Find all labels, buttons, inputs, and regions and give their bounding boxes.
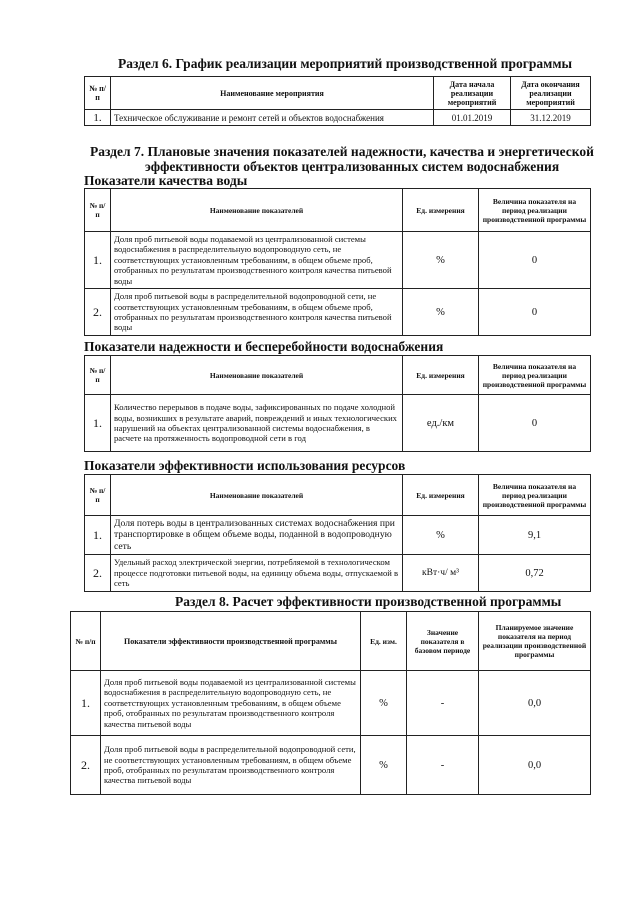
row-plan: 0,0 xyxy=(479,671,591,736)
reliability-header-row xyxy=(85,356,591,395)
header-num: № п/п xyxy=(85,189,111,232)
quality-subtitle: Показатели качества воды xyxy=(84,173,248,188)
section6-table xyxy=(84,76,591,126)
row-end-date: 31.12.2019 xyxy=(511,110,591,126)
section7-title-line2: эффективности объектов централизованных систем водоснабжения xyxy=(145,159,560,174)
header-value: Величина показателя на период реализации производственной программы xyxy=(479,356,591,395)
row-start-date: 01.01.2019 xyxy=(434,110,511,126)
row-text: Доля проб питьевой воды в распределительной водопроводной сети, не соответствующих установленным требованиям, в общем объеме проб, отобранных по результатам производственного контроля качества питьевой воды xyxy=(101,736,361,795)
row-unit: % xyxy=(403,516,479,555)
section8-table xyxy=(70,611,591,795)
header-num: № п/п xyxy=(85,475,111,516)
quality-table xyxy=(84,188,591,336)
section8-title: Раздел 8. Расчет эффективности производственной программы xyxy=(175,594,562,609)
header-value: Величина показателя на период реализации производственной программы xyxy=(479,475,591,516)
efficiency-subtitle: Показатели эффективности использования ресурсов xyxy=(84,458,406,473)
row-text: Доля проб питьевой воды подаваемой из централизованной системы водоснабжения в распределительную водопроводную сеть, не соответствующих установленным требованиям, в общем объеме проб, отобранных по результатам производственного контроля качества питьевой воды xyxy=(101,671,361,736)
header-unit: Ед. измерения xyxy=(403,189,479,232)
row-value: 0 xyxy=(479,232,591,289)
header-unit: Ед. измерения xyxy=(403,356,479,395)
header-value: Величина показателя на период реализации производственной программы xyxy=(479,189,591,232)
reliability-table xyxy=(84,355,591,452)
header-name: Наименование показателей xyxy=(111,189,403,232)
table-row xyxy=(71,671,591,736)
row-name: Техническое обслуживание и ремонт сетей и объектов водоснабжения xyxy=(111,110,434,126)
table-row xyxy=(85,110,591,126)
row-plan: 0,0 xyxy=(479,736,591,795)
row-num: 1. xyxy=(71,671,101,736)
row-num: 1. xyxy=(85,110,111,126)
row-text: Доля потерь воды в централизованных системах водоснабжения при транспортировке в общем объеме воды, поданной в водопроводную сеть xyxy=(111,516,403,555)
row-num: 1. xyxy=(85,232,111,289)
quality-header-row xyxy=(85,189,591,232)
row-num: 2. xyxy=(85,555,111,592)
row-unit: % xyxy=(403,232,479,289)
header-name: Показатели эффективности производственной программы xyxy=(101,612,361,671)
row-unit: ед./км xyxy=(403,395,479,452)
header-num: № п/п xyxy=(71,612,101,671)
header-num: № п/п xyxy=(85,77,111,110)
row-text: Количество перерывов в подаче воды, зафиксированных по подаче холодной воды, возникших в результате аварий, повреждений и иных технологических нарушений на объектах централизованной системы водоснабжения, в расчете на протяженность водопроводной сети в год xyxy=(111,395,403,452)
header-name: Наименование показателей xyxy=(111,475,403,516)
section8-header-row xyxy=(71,612,591,671)
header-name: Наименование мероприятия xyxy=(111,77,434,110)
section7-title-line1: Раздел 7. Плановые значения показателей надежности, качества и энергетической xyxy=(90,144,594,159)
row-text: Удельный расход электрической энергии, потребляемой в технологическом процессе подготовки питьевой воды, на единицу объема воды, отпускаемой в сеть xyxy=(111,555,403,592)
table-row xyxy=(85,232,591,289)
row-unit: % xyxy=(361,736,407,795)
table-row xyxy=(85,395,591,452)
header-base: Значение показателя в базовом периоде xyxy=(407,612,479,671)
efficiency-table xyxy=(84,474,591,592)
header-unit: Ед. изм. xyxy=(361,612,407,671)
header-num: № п/п xyxy=(85,356,111,395)
row-value: 0,72 xyxy=(479,555,591,592)
reliability-subtitle: Показатели надежности и бесперебойности водоснабжения xyxy=(84,339,444,354)
section6-title: Раздел 6. График реализации мероприятий производственной программы xyxy=(118,56,573,71)
row-value: 0 xyxy=(479,289,591,336)
row-unit: кВт·ч/ м³ xyxy=(403,555,479,592)
row-text: Доля проб питьевой воды в распределительной водопроводной сети, не соответствующих установленным требованиям, в общем объеме проб, отобранных по результатам производственного контроля качества питьевой воды xyxy=(111,289,403,336)
row-unit: % xyxy=(361,671,407,736)
table-row xyxy=(71,736,591,795)
row-unit: % xyxy=(403,289,479,336)
row-num: 2. xyxy=(85,289,111,336)
row-base: - xyxy=(407,736,479,795)
header-end-date: Дата окончания реализации мероприятий xyxy=(511,77,591,110)
section6-header-row xyxy=(85,77,591,110)
header-unit: Ед. измерения xyxy=(403,475,479,516)
header-plan: Планируемое значение показателя на период реализации производственной программы xyxy=(479,612,591,671)
row-base: - xyxy=(407,671,479,736)
table-row xyxy=(85,516,591,555)
table-row xyxy=(85,555,591,592)
row-num: 2. xyxy=(71,736,101,795)
row-num: 1. xyxy=(85,395,111,452)
row-value: 0 xyxy=(479,395,591,452)
row-text: Доля проб питьевой воды подаваемой из централизованной системы водоснабжения в распределительную водопроводную сеть, не соответствующих установленным требованиям, в общем объеме проб, отобранных по результатам производственного контроля качества питьевой воды xyxy=(111,232,403,289)
row-num: 1. xyxy=(85,516,111,555)
row-value: 9,1 xyxy=(479,516,591,555)
header-start-date: Дата начала реализации мероприятий xyxy=(434,77,511,110)
table-row xyxy=(85,289,591,336)
efficiency-header-row xyxy=(85,475,591,516)
header-name: Наименование показателей xyxy=(111,356,403,395)
